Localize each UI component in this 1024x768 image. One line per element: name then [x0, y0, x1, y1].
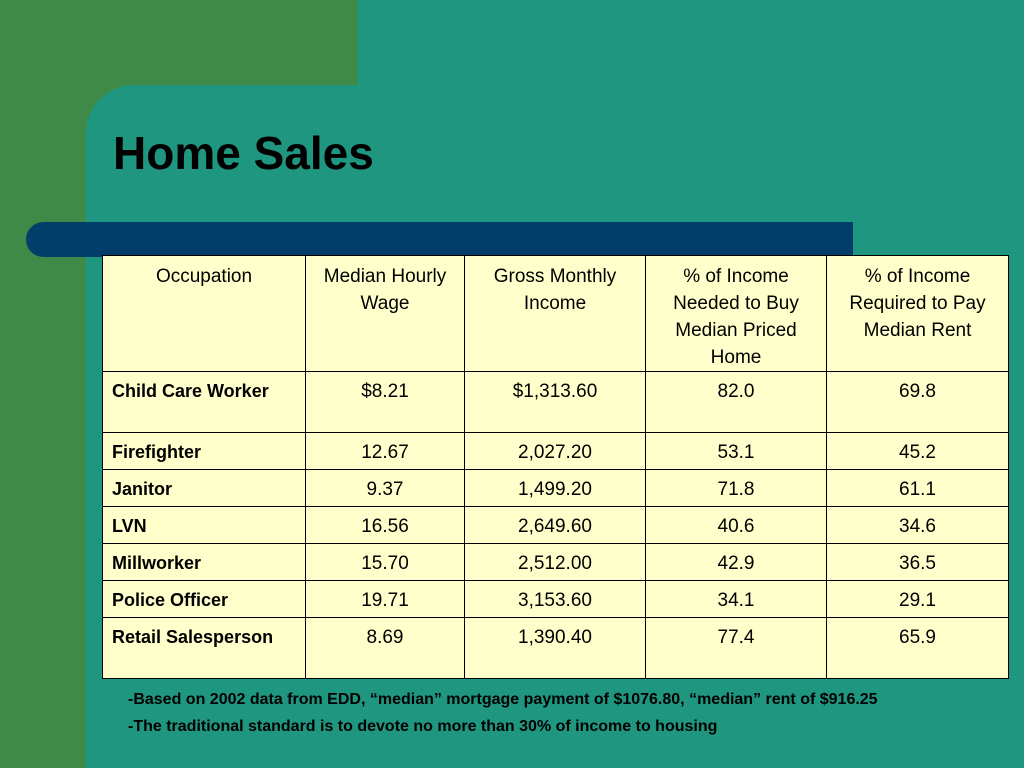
table-header-row: [103, 256, 1009, 372]
title-divider-bar: [26, 222, 853, 257]
cell-occupation: Firefighter: [103, 433, 306, 470]
cell-home-pct: 40.6: [646, 507, 827, 544]
header-occupation: Occupation: [103, 256, 306, 372]
cell-occupation: Janitor: [103, 470, 306, 507]
cell-income: 2,027.20: [465, 433, 646, 470]
cell-home-pct: 71.8: [646, 470, 827, 507]
table-row: [103, 544, 1009, 581]
cell-wage: 12.67: [306, 433, 465, 470]
header-median-hourly-wage: Median Hourly Wage: [306, 256, 465, 372]
footnotes: [128, 690, 1008, 736]
cell-rent-pct: 29.1: [827, 581, 1009, 618]
footnote-data-source: -Based on 2002 data from EDD, “median” mortgage payment of $1076.80, “median” rent of $916.25: [128, 691, 878, 708]
cell-occupation: LVN: [103, 507, 306, 544]
cell-income: $1,313.60: [465, 372, 646, 433]
header-pct-income-home: % of Income Needed to Buy Median Priced Home: [646, 256, 827, 372]
cell-wage: 8.69: [306, 618, 465, 679]
table-row: [103, 507, 1009, 544]
cell-rent-pct: 34.6: [827, 507, 1009, 544]
table-row: [103, 433, 1009, 470]
cell-income: 3,153.60: [465, 581, 646, 618]
cell-home-pct: 53.1: [646, 433, 827, 470]
table-row: [103, 470, 1009, 507]
cell-income: 2,649.60: [465, 507, 646, 544]
cell-income: 2,512.00: [465, 544, 646, 581]
cell-home-pct: 77.4: [646, 618, 827, 679]
cell-wage: 19.71: [306, 581, 465, 618]
header-pct-income-rent: % of Income Required to Pay Median Rent: [827, 256, 1009, 372]
slide-title: Home Sales: [113, 127, 374, 179]
cell-rent-pct: 69.8: [827, 372, 1009, 433]
cell-occupation: Millworker: [103, 544, 306, 581]
cell-rent-pct: 45.2: [827, 433, 1009, 470]
cell-home-pct: 34.1: [646, 581, 827, 618]
cell-wage: 16.56: [306, 507, 465, 544]
cell-wage: $8.21: [306, 372, 465, 433]
cell-home-pct: 42.9: [646, 544, 827, 581]
cell-rent-pct: 65.9: [827, 618, 1009, 679]
cell-rent-pct: 61.1: [827, 470, 1009, 507]
cell-income: 1,499.20: [465, 470, 646, 507]
table-row: [103, 372, 1009, 433]
cell-occupation: Police Officer: [103, 581, 306, 618]
table-row: [103, 618, 1009, 679]
footnote-housing-standard: -The traditional standard is to devote no more than 30% of income to housing: [128, 718, 718, 735]
header-gross-monthly-income: Gross Monthly Income: [465, 256, 646, 372]
cell-wage: 15.70: [306, 544, 465, 581]
cell-rent-pct: 36.5: [827, 544, 1009, 581]
cell-home-pct: 82.0: [646, 372, 827, 433]
cell-wage: 9.37: [306, 470, 465, 507]
cell-income: 1,390.40: [465, 618, 646, 679]
home-sales-table: [102, 255, 1009, 679]
table-row: [103, 581, 1009, 618]
cell-occupation: Retail Salesperson: [103, 618, 306, 679]
cell-occupation: Child Care Worker: [103, 372, 306, 433]
